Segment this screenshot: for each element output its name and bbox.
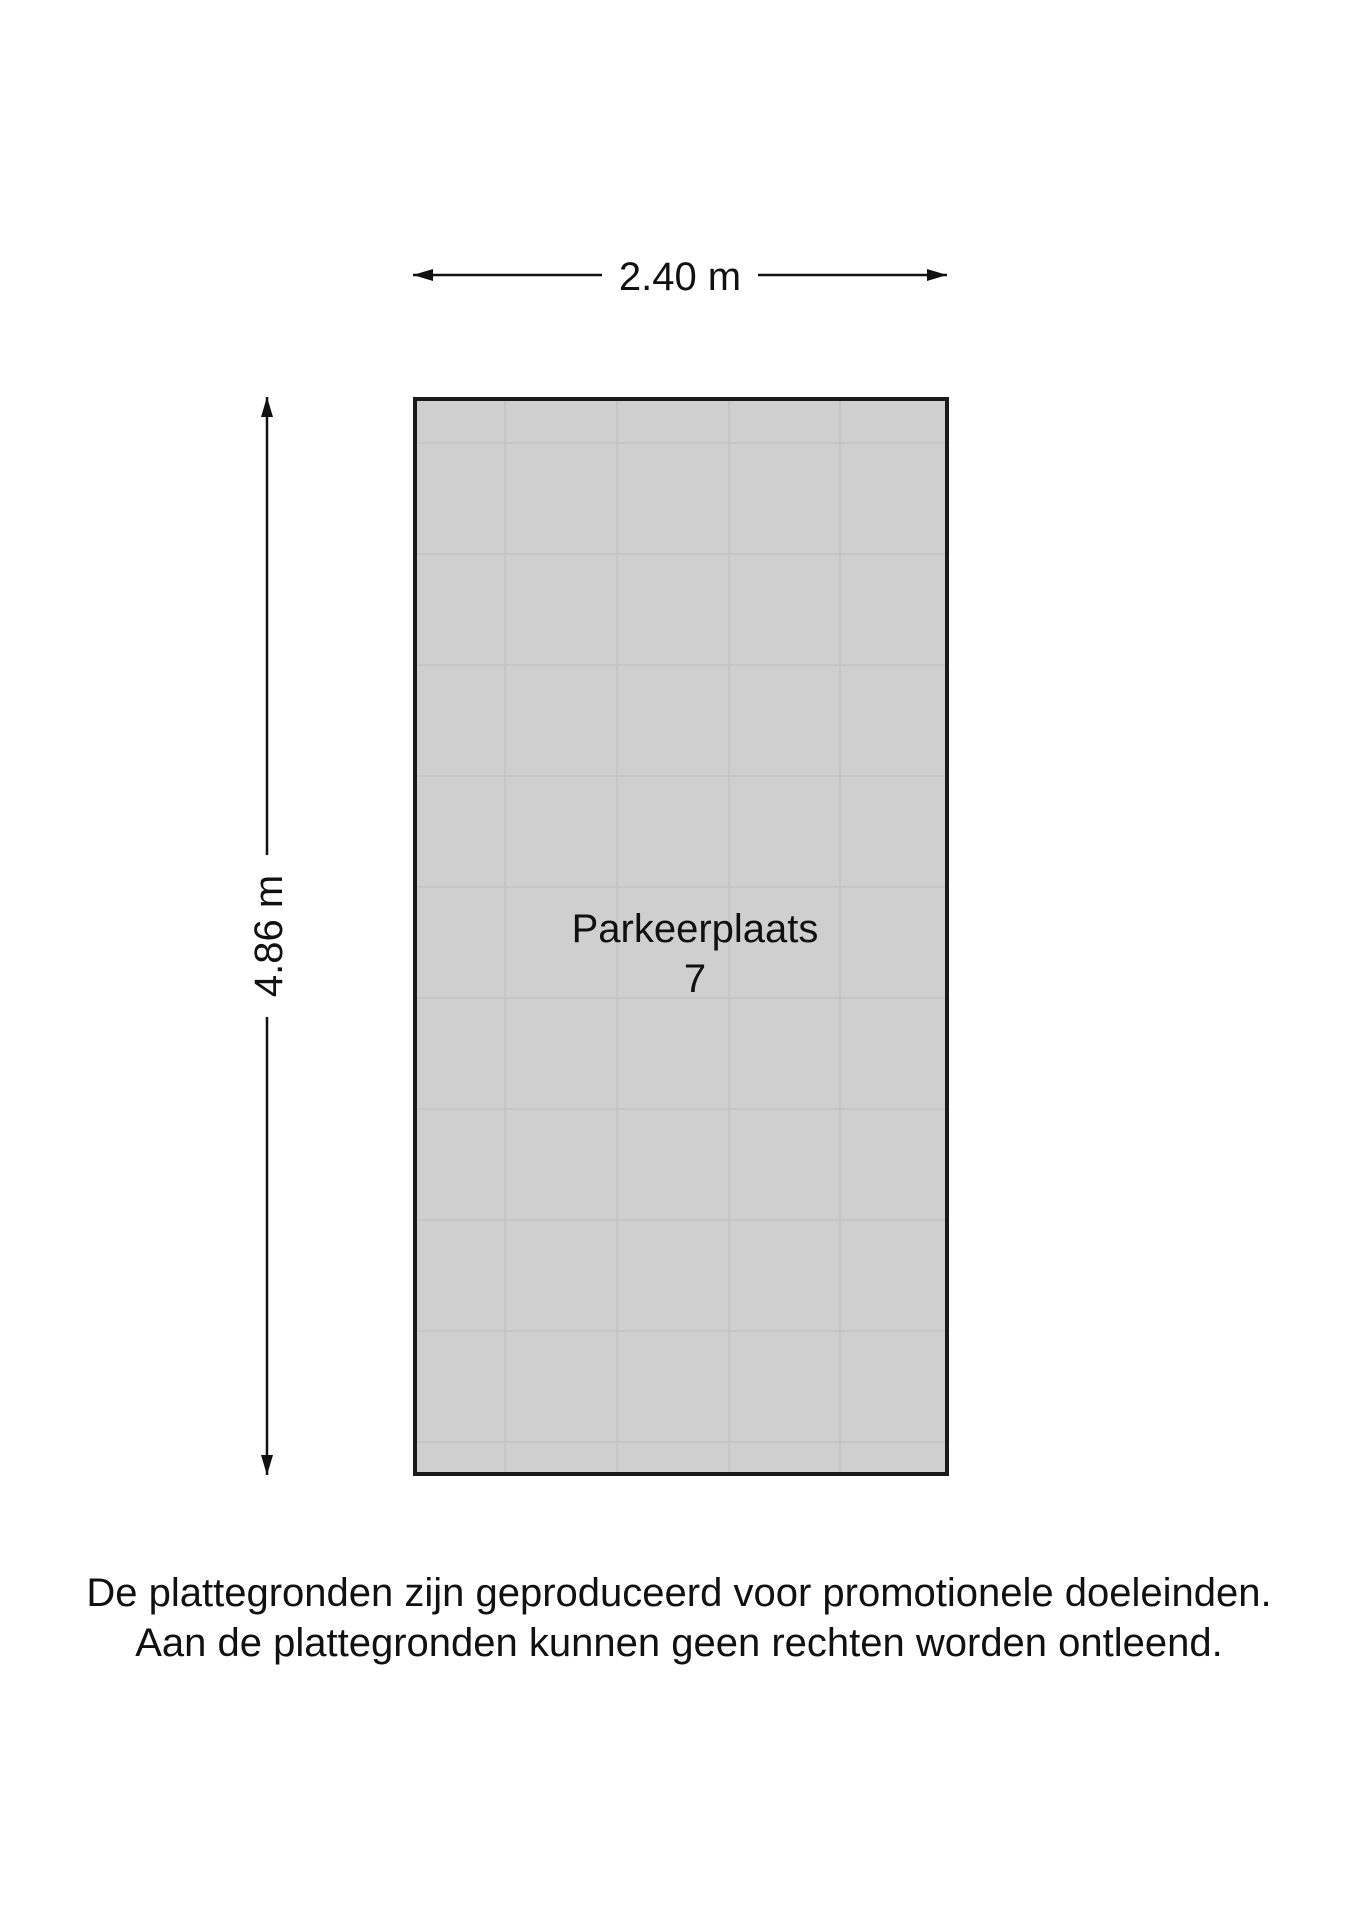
height-dimension-label: 4.86 m [247, 874, 291, 998]
height-dimension [247, 397, 291, 1475]
disclaimer [0, 1568, 1358, 1668]
disclaimer-line-1: De plattegronden zijn geproduceerd voor promotionele doeleinden. [86, 1571, 1272, 1615]
parking-space [415, 399, 947, 1474]
disclaimer-line-2: Aan de plattegronden kunnen geen rechten worden ontleend. [135, 1621, 1223, 1665]
room-number: 7 [683, 957, 707, 1001]
room-name: Parkeerplaats [571, 907, 819, 951]
width-dimension-label: 2.40 m [618, 255, 742, 299]
width-dimension [413, 255, 947, 299]
